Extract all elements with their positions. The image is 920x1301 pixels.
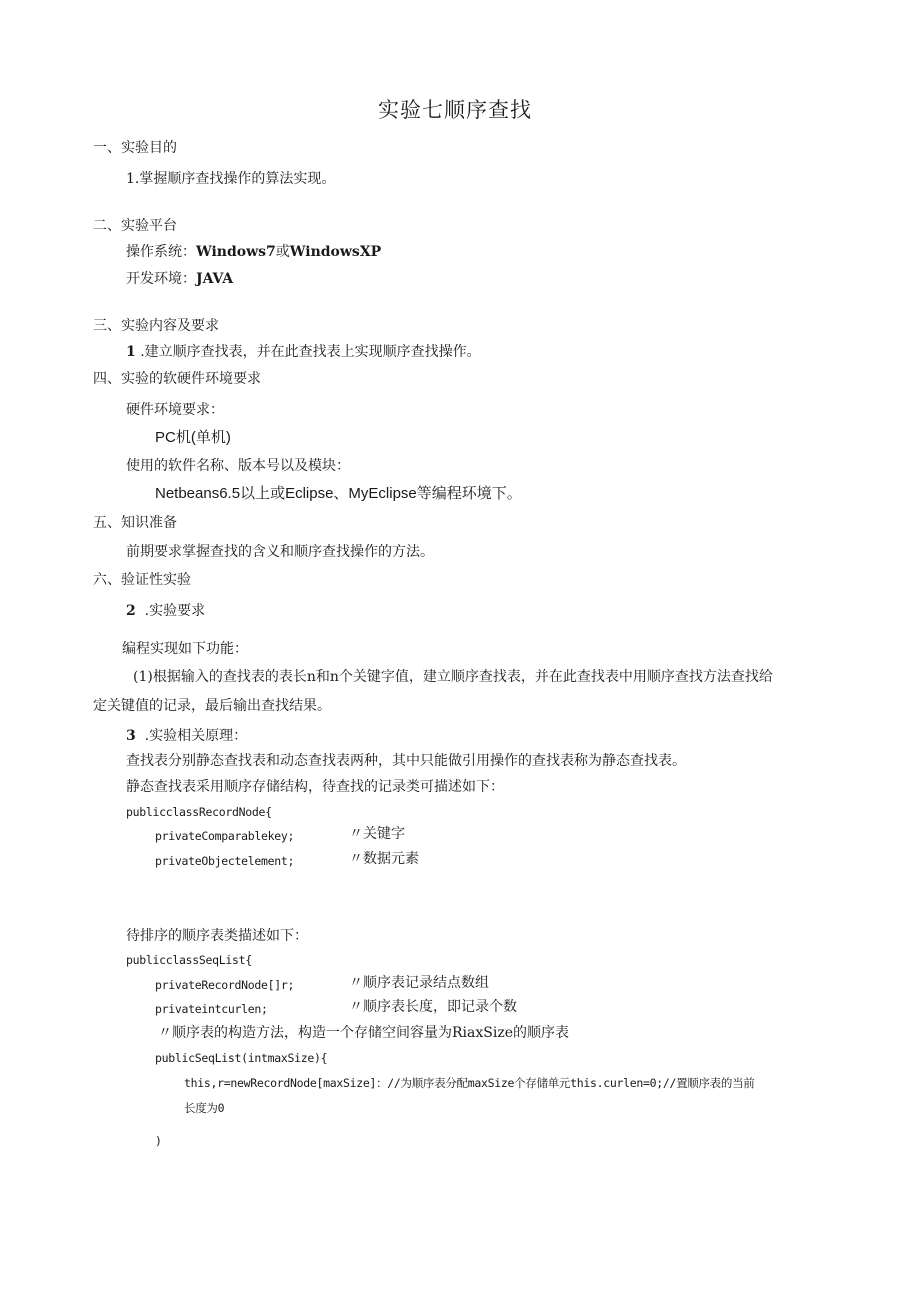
section-heading-6: 六、验证性实验 — [93, 572, 191, 588]
principle-paragraph-2: 静态查找表采用顺序存储结构，待查找的记录类可描述如下： — [126, 779, 504, 795]
principle-paragraph-1: 查找表分别静态查找表和动态查找表两种，其中只能做引用操作的查找表称为静态查找表。 — [126, 753, 686, 769]
code-comment-key: 〃关键字 — [349, 826, 405, 842]
function-1-line-2: 定关键值的记录，最后输出查找结果。 — [93, 698, 331, 714]
section-3-item-text: .建立顺序查找表，并在此查找表上实现顺序查找操作。 — [140, 344, 481, 360]
os-label: 操作系统： — [126, 244, 196, 260]
os-or: 或 — [275, 244, 290, 260]
section-1-item: 1.掌握顺序查找操作的算法实现。 — [126, 171, 336, 187]
code-line-class-seqlist: publicclassSeqList{ — [126, 953, 252, 967]
code-comment-curlen: 〃顺序表长度，即记录个数 — [349, 999, 517, 1015]
code-line-body-2: 长度为0 — [184, 1101, 225, 1115]
os-line — [126, 243, 381, 261]
code-comment-element: 〃数据元素 — [349, 851, 419, 867]
software-label: 使用的软件名称、版本号以及模块： — [126, 458, 350, 474]
code-line-close: ) — [155, 1134, 162, 1148]
software-value: Netbeans6.5以上或Eclipse、MyEclipse等编程环境下。 — [155, 485, 522, 502]
code-line-key: privateComparablekey; — [155, 829, 295, 843]
subsection-2 — [126, 602, 205, 620]
env-line — [126, 270, 233, 288]
env-value: JAVA — [196, 271, 234, 287]
section-heading-3: 三、实验内容及要求 — [93, 318, 219, 334]
code-line-curlen: privateintcurlen; — [155, 1002, 268, 1016]
subsection-3-number: 3 — [126, 728, 136, 744]
subsection-2-text: .实验要求 — [144, 603, 206, 619]
code-line-element: privateObjectelement; — [155, 854, 295, 868]
seqlist-intro: 待排序的顺序表类描述如下： — [126, 928, 308, 944]
section-heading-4: 四、实验的软硬件环境要求 — [93, 371, 261, 387]
subsection-2-number: 2 — [126, 603, 136, 619]
program-intro: 编程实现如下功能： — [122, 641, 248, 657]
section-heading-1: 一、实验目的 — [93, 140, 177, 156]
hardware-label: 硬件环境要求： — [126, 402, 224, 418]
function-1-line-1: (1)根据输入的查找表的表长n和n个关键字值，建立顺序查找表，并在此查找表中用顺序查找方法查找给 — [133, 669, 773, 685]
section-3-item-number: 1 — [126, 344, 136, 360]
section-heading-5: 五、知识准备 — [93, 515, 177, 531]
code-line-constructor: publicSeqList(intmaxSize){ — [155, 1051, 328, 1065]
section-5-text: 前期要求掌握查找的含义和顺序查找操作的方法。 — [126, 544, 434, 560]
code-line-body-1: this,r=newRecordNode[maxSize]：//为顺序表分配maxSize个存储单元this.curlen=0;//置顺序表的当前 — [184, 1076, 755, 1090]
os-value-2: WindowsXP — [289, 244, 382, 260]
env-label: 开发环境： — [126, 271, 196, 287]
code-line-records: privateRecordNode[]r; — [155, 978, 295, 992]
hardware-value: PC机(单机) — [155, 429, 231, 446]
code-comment-constructor: 〃顺序表的构造方法，构造一个存储空间容量为RiaxSize的顺序表 — [158, 1025, 569, 1041]
page-title: 实验七顺序查找 — [378, 98, 532, 122]
section-3-item — [126, 343, 481, 361]
code-line-class-recordnode: publicclassRecordNode{ — [126, 805, 272, 819]
os-value: Windows7 — [196, 244, 276, 260]
subsection-3-text: .实验相关原理： — [144, 728, 248, 744]
code-comment-records: 〃顺序表记录结点数组 — [349, 975, 489, 991]
subsection-3 — [126, 727, 247, 745]
section-heading-2: 二、实验平台 — [93, 218, 177, 234]
